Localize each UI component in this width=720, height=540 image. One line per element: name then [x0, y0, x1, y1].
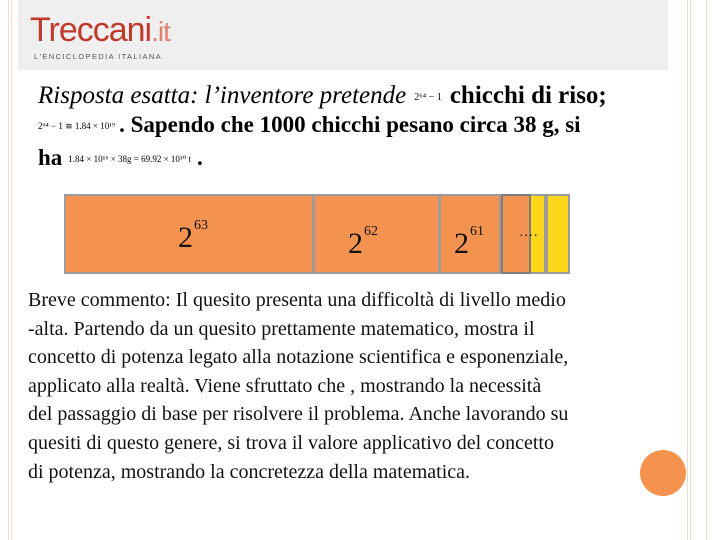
comment-line: di potenza, mostrando la concretezza della matematica. [28, 460, 471, 483]
logo-brand: Treccani [30, 11, 152, 49]
grain-box-yellow-2 [546, 194, 570, 274]
power-label-62 [348, 224, 378, 261]
logo-suffix: .it [151, 16, 170, 47]
comment-line: Breve commento: Il quesito presenta una difficoltà di livello medio [28, 289, 566, 311]
comment-paragraph [28, 286, 688, 486]
answer-line3-lead: ha [38, 145, 63, 170]
decorative-circle [640, 450, 686, 496]
power-base: 2 [178, 221, 193, 254]
answer-line-2 [38, 112, 581, 138]
answer-line-1 [38, 82, 607, 110]
comment-line: del passaggio di base per risolvere il problema. Anche lavorando su [28, 403, 569, 426]
comment-line: quesiti di questo genere, si trova il valore applicativo del concetto [28, 431, 554, 454]
treccani-logo [18, 0, 668, 70]
power-label-61 [454, 224, 484, 261]
left-border-decoration [8, 0, 12, 540]
power-base: 2 [454, 227, 469, 260]
answer-lead: Risposta esatta: l’inventore pretende [38, 82, 407, 109]
logo-subtitle: L'ENCICLOPEDIA ITALIANA [34, 52, 163, 61]
answer-line2-rest: . Sapendo che 1000 chicchi pesano circa 38 g, si [119, 112, 581, 137]
power-exponent: 62 [364, 224, 378, 239]
formula-grains: 2⁶⁴ − 1 [414, 92, 442, 103]
answer-line1-rest: chicchi di riso; [449, 82, 607, 109]
answer-line3-tail: . [197, 145, 203, 170]
right-border-line [706, 0, 707, 540]
formula-weight: 1.84 × 10¹⁶ × 38g = 69.92 × 10¹⁰ t [68, 154, 191, 164]
comment-line: -alta. Partendo da un quesito prettamente matematico, mostra il [28, 317, 535, 340]
power-base: 2 [348, 227, 363, 260]
ellipsis-label: …. [519, 225, 539, 240]
power-label-63 [178, 218, 208, 255]
comment-line: concetto di potenza legato alla notazione scientifica e esponenziale, [28, 346, 569, 369]
power-exponent: 63 [194, 218, 208, 233]
logo-wordmark [30, 10, 170, 52]
formula-approx: 2⁶⁴ − 1 ≅ 1.84 × 10¹⁹ [38, 121, 116, 131]
answer-line-3 [38, 145, 203, 171]
comment-line: applicato alla realtà. Viene sfruttato che , mostrando la necessità [28, 374, 542, 397]
power-exponent: 61 [470, 224, 484, 239]
